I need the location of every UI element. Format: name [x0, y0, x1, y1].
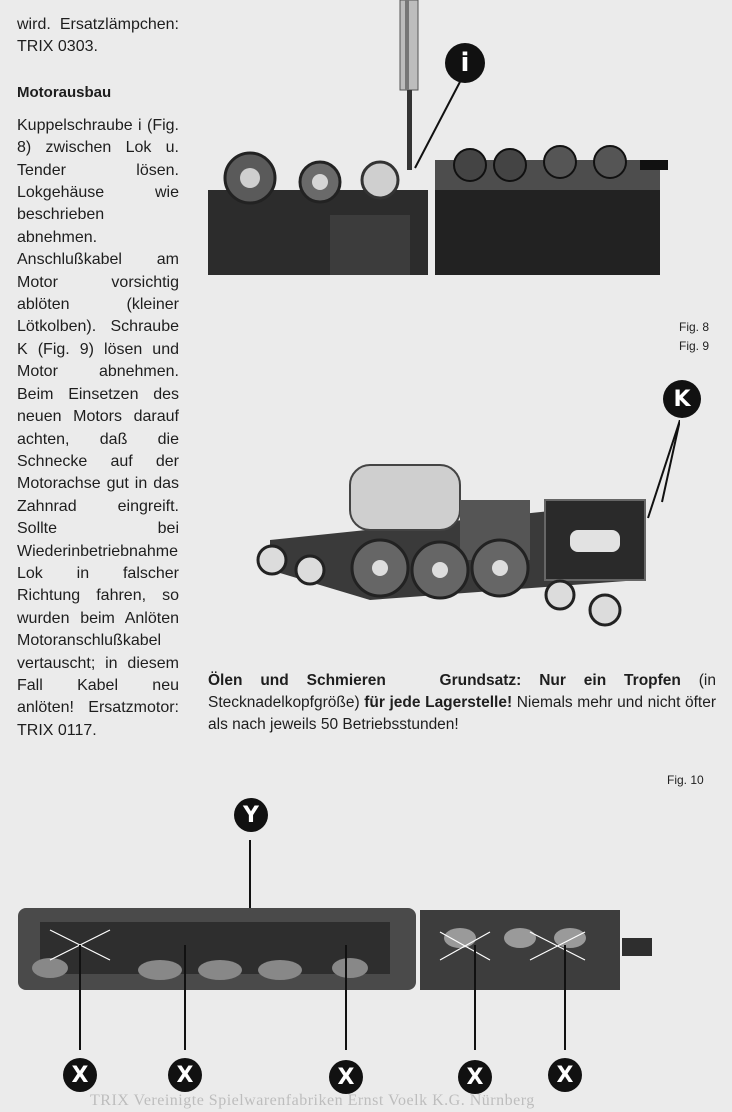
- bleed-through-text: TRIX Vereinigte Spielwarenfabriken Ernst Voelk K.G. Nürnberg: [90, 1092, 535, 1109]
- oiling-rule-tail: Niemals mehr und nicht öfter als nach jeweils 50 Betriebsstunden!: [208, 694, 716, 733]
- intro-text: wird. Ersatzlämpchen: TRIX 0303.: [17, 16, 179, 56]
- fig10-illustration: [10, 820, 670, 1070]
- callout-x-5: X: [548, 1058, 582, 1092]
- callout-y: Y: [234, 798, 268, 832]
- oiling-paragraph: [208, 670, 716, 736]
- callout-x-3: X: [329, 1060, 363, 1094]
- callout-x-2: X: [168, 1058, 202, 1092]
- callout-i: i: [445, 43, 485, 83]
- fig8-illustration: [200, 0, 680, 295]
- oiling-rule-lead: Grundsatz: Nur ein Tropfen: [439, 672, 681, 689]
- section-heading-motorausbau: Motorausbau: [17, 83, 112, 101]
- motorausbau-body: Kuppelschraube i (Fig. 8) zwischen Lok u. Tender lösen. Lokgehäuse wie beschrieben abnehmen. Anschlußkabel am Motor vorsichtig ablöten (kleiner Lötkolben). Schraube K (Fig. 9) lösen und Motor abnehmen. Beim Einsetzen des neuen Motors darauf achten, daß die Schnecke auf der Motorachse gut in das Zahnrad eingreift. Sollte bei Wiederinbetriebnahme Lok in falscher Richtung fahren, so wurden beim Anlöten Motoranschlußkabel vertauscht; in diesem Fall Kabel neu anlöten! Ersatzmotor: TRIX 0117.: [17, 116, 179, 739]
- callout-k: K: [663, 380, 701, 418]
- oiling-heading: Ölen und Schmieren: [208, 672, 386, 689]
- fig8-label: Fig. 8: [679, 320, 710, 334]
- fig9-label: Fig. 9: [679, 339, 710, 353]
- fig9-illustration: [250, 420, 680, 635]
- instructions-column: [17, 14, 179, 742]
- oiling-rule-bold: für jede Lagerstelle!: [364, 694, 513, 711]
- callout-x-4: X: [458, 1060, 492, 1094]
- fig10-label: Fig. 10: [667, 773, 704, 787]
- oiling-rule-mid: (in Stecknadelkopfgröße): [208, 672, 716, 711]
- callout-x-1: X: [63, 1058, 97, 1092]
